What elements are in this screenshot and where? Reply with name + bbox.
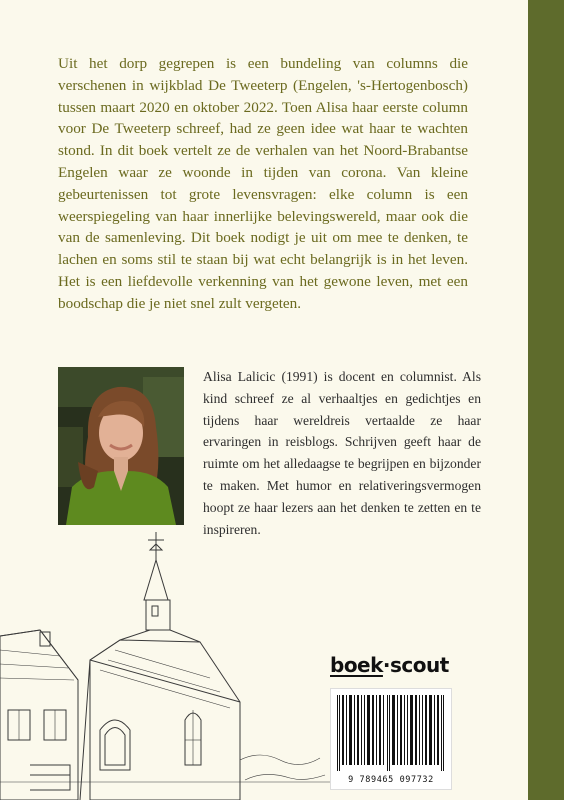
author-bio: Alisa Lalicic (1991) is docent en columnist. Als kind schreef ze al verhaaltjes en gedichtjes en tijdens haar wereldreis vertaalde ze haar ervaringen in reisblogs. Schrijven geeft haar de ruimte om het alledaagse te begrijpen en bijzonder te maken. Met humor en relativeringsvermogen hoopt ze haar lezers aan het denken te zetten en te inspireren. (203, 369, 481, 537)
barcode-bars (337, 695, 445, 771)
author-photo (58, 367, 184, 525)
church-sketch-illustration (0, 520, 330, 800)
publisher-logo (330, 653, 449, 677)
logo-dot: · (382, 653, 391, 677)
logo-part-scout: scout (390, 653, 449, 677)
back-cover-blurb: Uit het dorp gegrepen is een bundeling van columns die verschenen in wijkblad De Tweeterp (Engelen, 's-Hertogenbosch) tussen maart 2020 en oktober 2022. Toen Alisa haar eerste column voor De Tweeterp schreef, had ze geen idee wat haar te wachten stond. In dit boek vertelt ze de verhalen van het Noord-Brabantse Engelen waar ze woonde in tijden van corona. Van kleine gebeurtenissen tot grote levensvragen: elke column is een weerspiegeling van haar innerlijke belevingswereld, maar ook die van de samenleving. Dit boek nodigt je uit om mee te denken, te lachen en soms stil te staan bij wat echt belangrijk is in het leven. Het is een liefdevolle verkenning van het gewone leven, met een boodschap die je niet snel zult vergeten. (58, 55, 468, 312)
isbn-barcode (330, 688, 452, 790)
logo-part-boek: boek (330, 653, 383, 677)
barcode-number: 9 789465 097732 (348, 775, 434, 785)
book-spine-strip (528, 0, 564, 800)
